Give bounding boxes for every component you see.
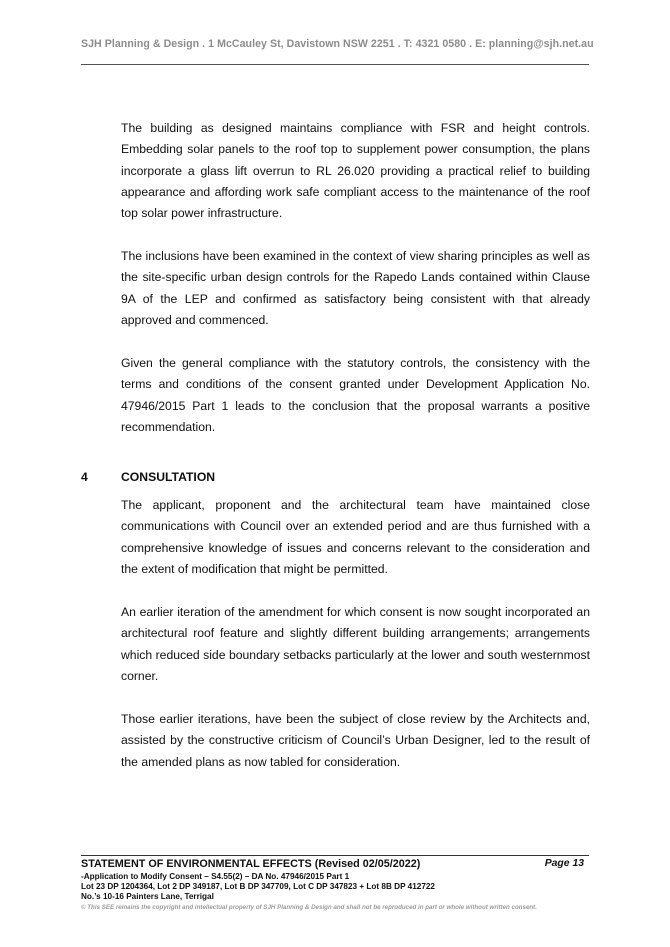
footer-lot-line: Lot 23 DP 1204364, Lot 2 DP 349187, Lot B DP 347709, Lot C DP 347823 + Lot 8B DP 412722 (81, 882, 435, 891)
footer-application-line: -Application to Modify Consent – S4.55(2) – DA No. 47946/2015 Part 1 (81, 872, 350, 881)
paragraph-general-compliance: Given the general compliance with the statutory controls, the consistency with the terms and conditions of the consent granted under Development Application No. 47946/2015 Part 1 leads to the conclusion that the proposal warrants a positive recommendation. (121, 356, 590, 434)
header-rule (81, 64, 589, 65)
paragraph-building-compliance: The building as designed maintains compliance with FSR and height controls. Embedding solar panels to the roof top to supplement power consumption, the plans incorporate a glass lift overrun to RL 26.020 providing a practical relief to building appearance and affording work safe compliant access to the maintenance of the roof top solar power infrastructure. (121, 121, 590, 221)
paragraph-review: Those earlier iterations, have been the subject of close review by the Architects and, assisted by the constructive criticism of Council’s Urban Designer, led to the result of the amended plans as now tabled for consideration. (121, 712, 590, 769)
footer-rule (81, 855, 589, 856)
page-number: Page 13 (544, 858, 584, 869)
footer-address-line: No.’s 10-16 Painters Lane, Terrigal (81, 892, 214, 901)
section-title: CONSULTATION (121, 470, 216, 484)
footer-copyright: © This SEE remains the copyright and intellectual property of SJH Planning & Design and shall not be reproduced in part or whole without written consent. (81, 904, 537, 911)
paragraph-view-sharing: The inclusions have been examined in the context of view sharing principles as well as the site-specific urban design controls for the Rapedo Lands contained within Clause 9A of the LEP and confirmed as satisfactory being consistent with that already approved and commenced. (121, 249, 590, 327)
paragraph-communications: The applicant, proponent and the architectural team have maintained close communications with Council over an extended period and are thus furnished with a comprehensive knowledge of issues and concerns relevant to the consideration and the extent of modification that might be permitted. (121, 498, 590, 576)
section-number: 4 (81, 470, 88, 484)
footer-title: STATEMENT OF ENVIRONMENTAL EFFECTS (Revised 02/05/2022) (81, 858, 421, 870)
paragraph-earlier-iteration: An earlier iteration of the amendment for which consent is now sought incorporated an architectural roof feature and slightly different building arrangements; arrangements which reduced side boundary setbacks particularly at the lower and south westernmost corner. (121, 605, 590, 683)
page-header: SJH Planning & Design . 1 McCauley St, Davistown NSW 2251 . T: 4321 0580 . E: planning@sjh.net.au (81, 38, 594, 50)
